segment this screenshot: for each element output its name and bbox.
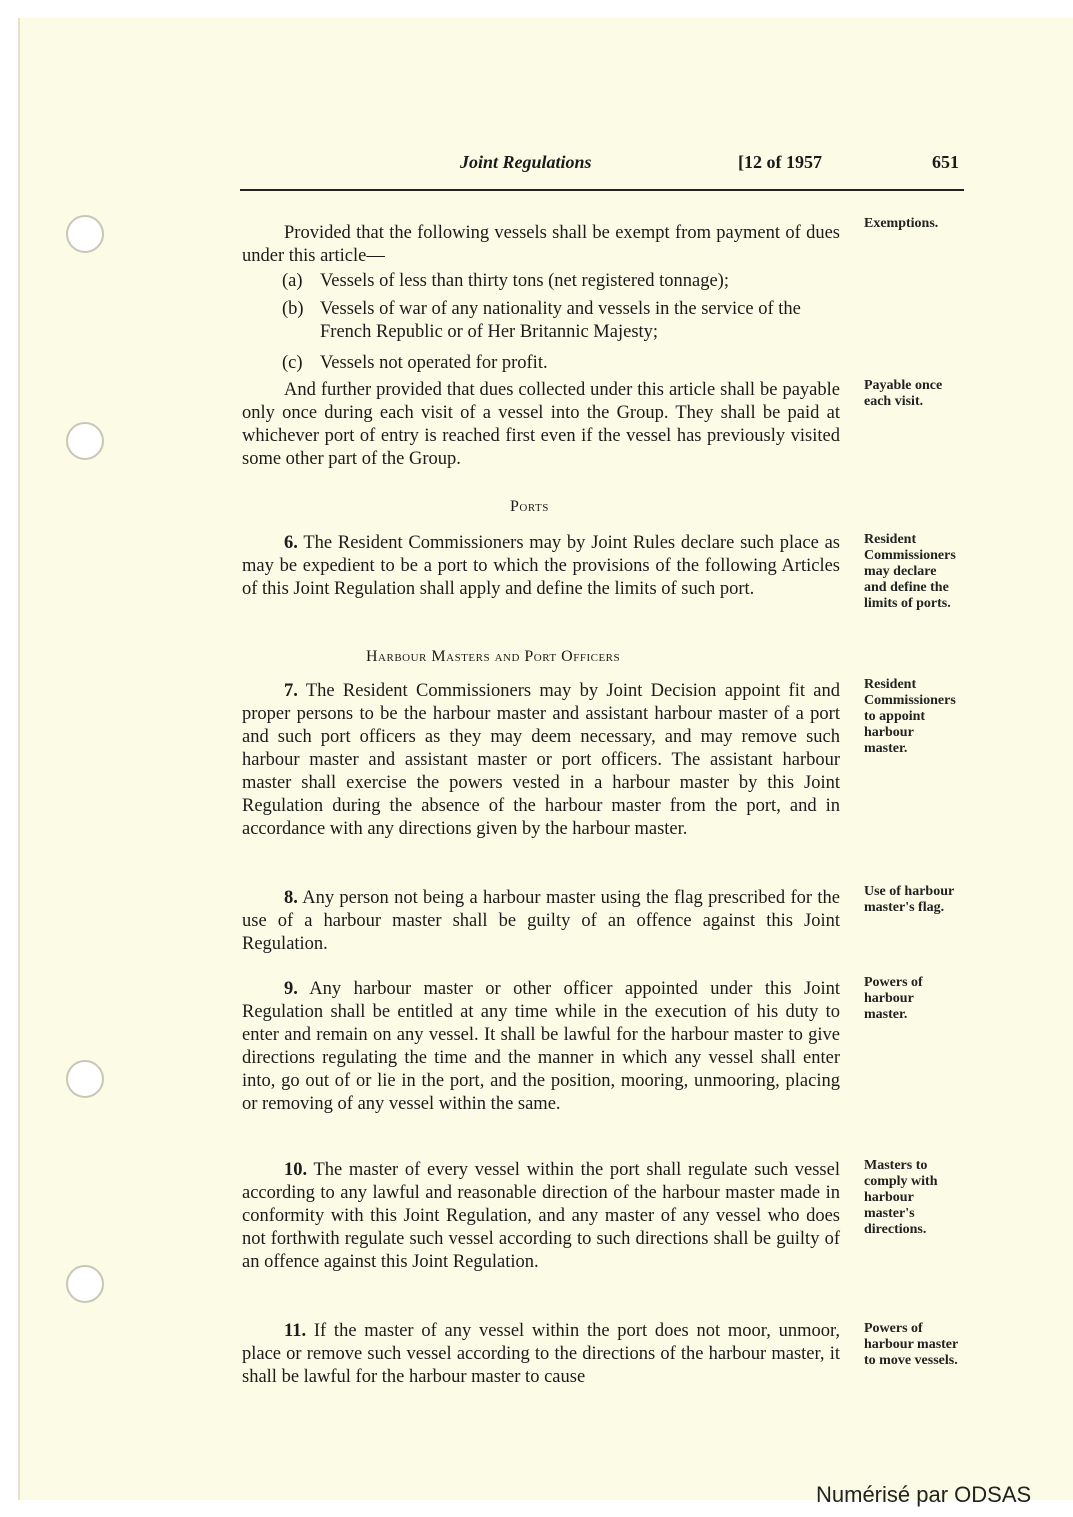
list-item-text: Vessels of less than thirty tons (net registered tonnage); xyxy=(320,271,729,291)
article-8 xyxy=(242,887,840,956)
margin-note-comply: Masters to comply with harbour master's directions. xyxy=(864,1158,938,1237)
article-7 xyxy=(242,680,840,841)
page-edge xyxy=(18,18,20,1500)
page-number: 651 xyxy=(932,152,959,172)
margin-note-move: Powers of harbour master to move vessels. xyxy=(864,1321,958,1368)
list-item xyxy=(282,298,840,344)
list-item xyxy=(282,270,840,293)
article-text: The master of every vessel within the port shall regulate such vessel according to any lawful and reasonable direction of the harbour master made in conformity with this Joint Regulation, and any master of any vessel who does not forthwith regulate such vessel according to such directions shall be guilty of an offence against this Joint Regulation. xyxy=(242,1160,840,1272)
proviso-intro: Provided that the following vessels shall be exempt from payment of dues under this article— xyxy=(242,223,840,266)
running-title: Joint Regulations xyxy=(460,152,592,172)
margin-note-ports: Resident Commissioners may declare and define the limits of ports. xyxy=(864,532,956,611)
margin-note-flag: Use of harbour master's flag. xyxy=(864,884,954,915)
section-heading-ports: Ports xyxy=(510,498,549,515)
list-item xyxy=(282,352,840,375)
article-number: 9. xyxy=(284,979,298,999)
article-text: The Resident Commissioners may by Joint Decision appoint fit and proper persons to be the harbour master and assistant harbour master of a port and such port officers as they may deem necessary, and may remove such harbour master and assistant master or port officers. The assistant harbour master shall exercise the powers vested in a harbour master by this Joint Regulation during the absence of the harbour master from the port, and in accordance with any directions given by the harbour master. xyxy=(242,681,841,839)
article-6 xyxy=(242,532,840,601)
act-reference: [12 of 1957 xyxy=(738,152,822,172)
article-number: 10. xyxy=(284,1160,308,1180)
article-number: 11. xyxy=(284,1321,307,1341)
proviso-further: And further provided that dues collected under this article shall be payable only once during each visit of a vessel into the Group. They shall be paid at whichever port of entry is reached first even if the vessel has previously visited some other part of the Group. xyxy=(242,380,840,469)
list-item-text: Vessels of war of any nationality and vessels in the service of the French Republic or of Her Britannic Majesty; xyxy=(320,299,801,342)
list-item-text: Vessels not operated for profit. xyxy=(320,353,548,373)
article-number: 7. xyxy=(284,681,298,701)
article-text: If the master of any vessel within the port does not moor, unmoor, place or remove such vessel according to the directions of the harbour master, it shall be lawful for the harbour master to cause xyxy=(242,1321,840,1387)
punch-hole xyxy=(66,1265,104,1303)
article-11 xyxy=(242,1320,840,1389)
section-heading-harbour: Harbour Masters and Port Officers xyxy=(366,648,621,665)
article-text: The Resident Commissioners may by Joint Rules declare such place as may be expedient to be a port to which the provisions of the following Articles of this Joint Regulation shall apply and define the limits of such port. xyxy=(242,533,840,599)
header-rule xyxy=(240,189,964,191)
margin-note-powers: Powers of harbour master. xyxy=(864,975,923,1022)
list-item-label: (a) xyxy=(282,271,303,291)
margin-note-payable: Payable once each visit. xyxy=(864,378,943,409)
list-item-label: (b) xyxy=(282,299,304,319)
list-item-label: (c) xyxy=(282,353,303,373)
article-text: Any harbour master or other officer appointed under this Joint Regulation shall be entitled at any time while in the execution of his duty to enter and remain on any vessel. It shall be lawful for the harbour master to give directions regulating the time and the manner in which any vessel shall enter into, go out of or lie in the port, and the position, mooring, unmooring, placing or removing of any vessel within the same. xyxy=(242,979,840,1114)
margin-note-appoint: Resident Commissioners to appoint harbour master. xyxy=(864,677,956,756)
article-10 xyxy=(242,1159,840,1274)
punch-hole xyxy=(66,422,104,460)
digitization-watermark: Numérisé par ODSAS xyxy=(816,1482,1032,1507)
article-9 xyxy=(242,978,840,1116)
punch-hole xyxy=(66,1060,104,1098)
article-text: Any person not being a harbour master using the flag prescribed for the use of a harbour master shall be guilty of an offence against this Joint Regulation. xyxy=(242,888,840,954)
article-number: 6. xyxy=(284,533,298,553)
margin-note-exemptions: Exemptions. xyxy=(864,216,939,231)
punch-hole xyxy=(66,215,104,253)
article-number: 8. xyxy=(284,888,298,908)
